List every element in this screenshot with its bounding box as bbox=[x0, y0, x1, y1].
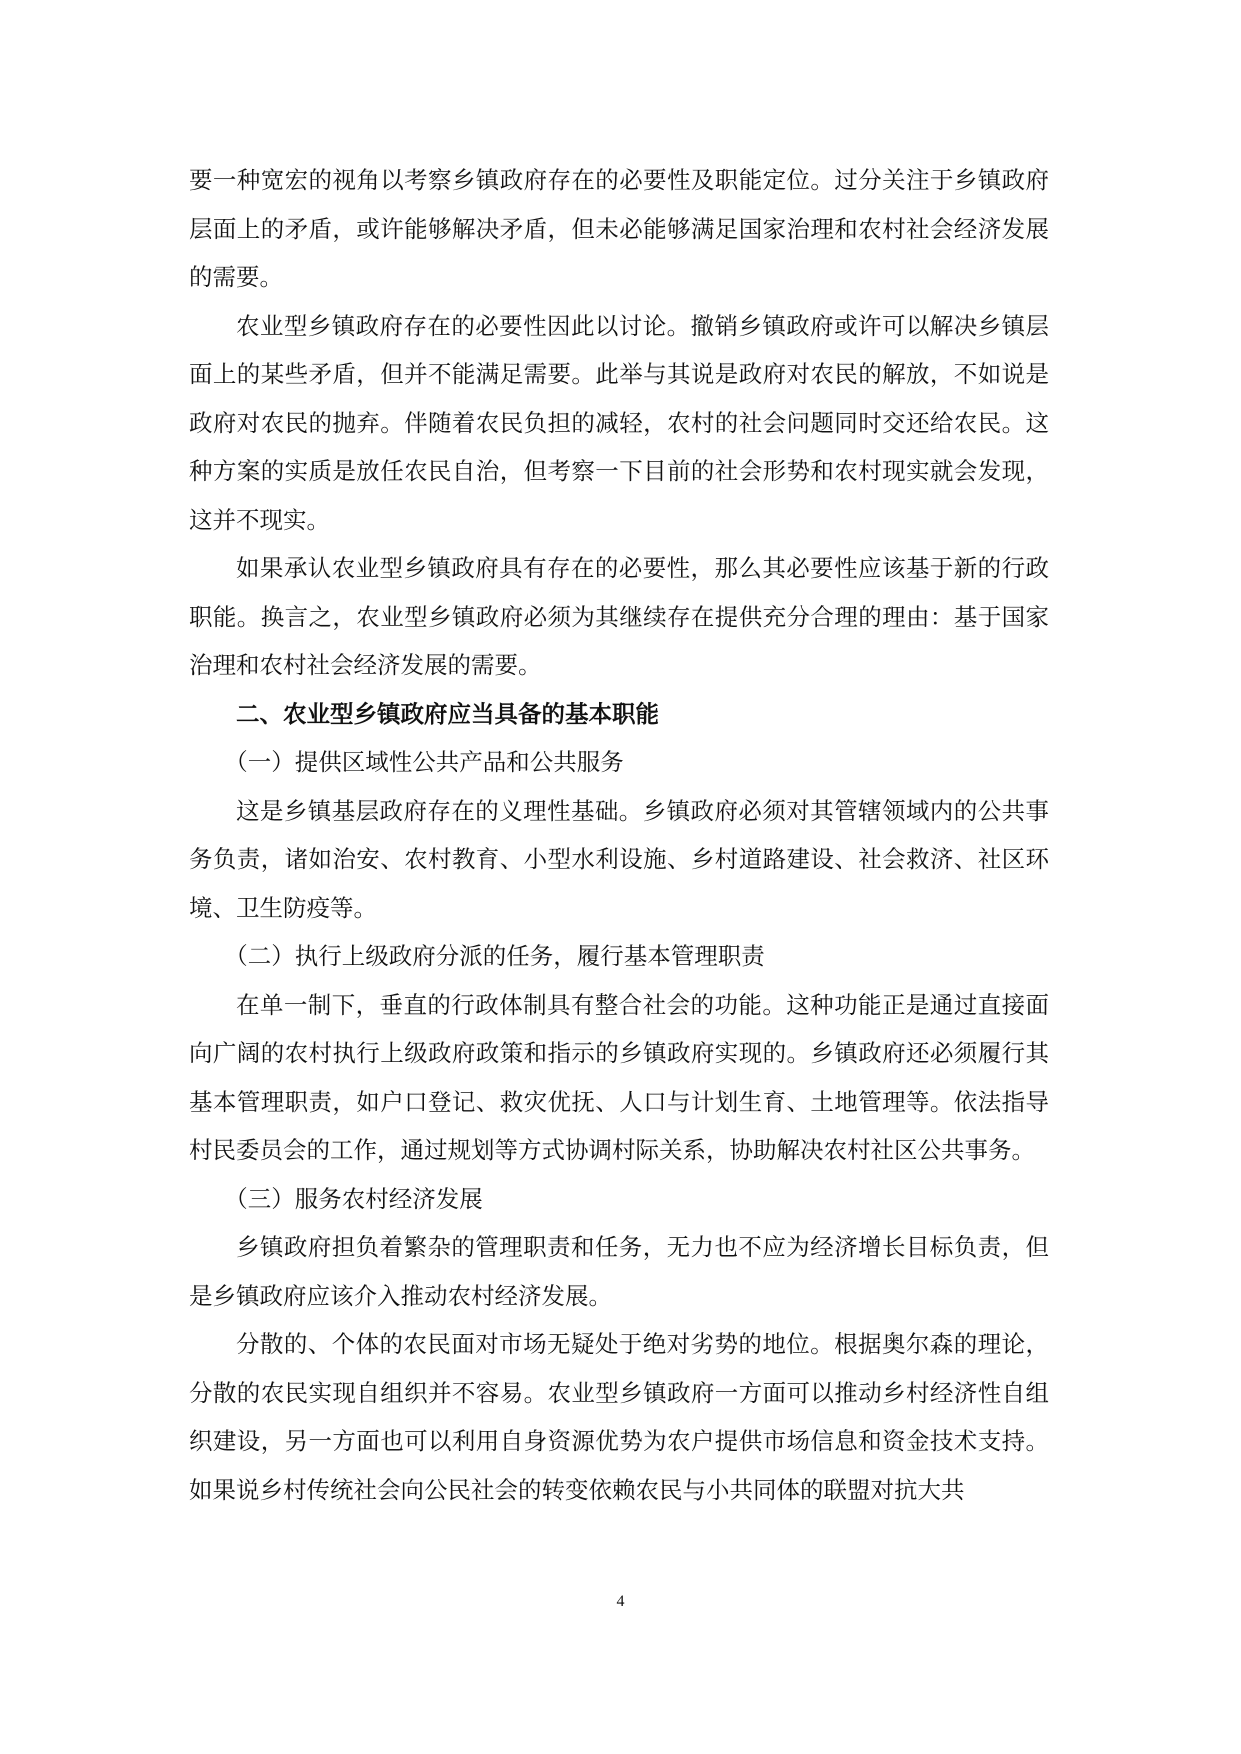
paragraph-necessity: 农业型乡镇政府存在的必要性因此以讨论。撤销乡镇政府或许可以解决乡镇层面上的某些矛盾，但并不能满足需要。此举与其说是政府对农民的解放，不如说是政府对农民的抛弃。伴随着农民负担的减轻，农村的社会问题同时交还给农民。这种方案的实质是放任农民自治，但考察一下目前的社会形势和农村现实就会发现，这并不现实。 bbox=[189, 311, 1049, 534]
paragraph-continued: 要一种宽宏的视角以考察乡镇政府存在的必要性及职能定位。过分关注于乡镇政府层面上的矛盾，或许能够解决矛盾，但未必能够满足国家治理和农村社会经济发展的需要。 bbox=[189, 166, 1049, 291]
paragraph-public-services: 这是乡镇基层政府存在的义理性基础。乡镇政府必须对其管辖领域内的公共事务负责，诸如治安、农村教育、小型水利设施、乡村道路建设、社会救济、社区环境、卫生防疫等。 bbox=[189, 796, 1049, 922]
paragraph-economy: 乡镇政府担负着繁杂的管理职责和任务，无力也不应为经济增长目标负责，但是乡镇政府应该介入推动农村经济发展。 bbox=[189, 1233, 1049, 1310]
subsection-heading-3: （三）服务农村经济发展 bbox=[224, 1184, 483, 1213]
subsection-heading-2: （二）执行上级政府分派的任务，履行基本管理职责 bbox=[224, 942, 765, 970]
section-heading: 二、农业型乡镇政府应当具备的基本职能 bbox=[236, 699, 659, 728]
subsection-heading-1: （一）提供区域性公共产品和公共服务 bbox=[224, 748, 624, 776]
paragraph-new-function: 如果承认农业型乡镇政府具有存在的必要性，那么其必要性应该基于新的行政职能。换言之，农业型乡镇政府必须为其继续存在提供充分合理的理由：基于国家治理和农村社会经济发展的需要。 bbox=[189, 554, 1049, 679]
paragraph-olson: 分散的、个体的农民面对市场无疑处于绝对劣势的地位。根据奥尔森的理论，分散的农民实现自组织并不容易。农业型乡镇政府一方面可以推动乡村经济性自组织建设，另一方面也可以利用自身资源优势为农户提供市场信息和资金技术支持。如果说乡村传统社会向公民社会的转变依赖农民与小共同体的联盟对抗大共 bbox=[189, 1330, 1049, 1504]
page-body bbox=[189, 156, 1049, 1514]
paragraph-admin-duties: 在单一制下，垂直的行政体制具有整合社会的功能。这种功能正是通过直接面向广阔的农村执行上级政府政策和指示的乡镇政府实现的。乡镇政府还必须履行其基本管理职责，如户口登记、救灾优抚、人口与计划生育、土地管理等。依法指导村民委员会的工作，通过规划等方式协调村际关系，协助解决农村社区公共事务。 bbox=[189, 990, 1049, 1164]
page-number: 4 bbox=[616, 1593, 625, 1610]
